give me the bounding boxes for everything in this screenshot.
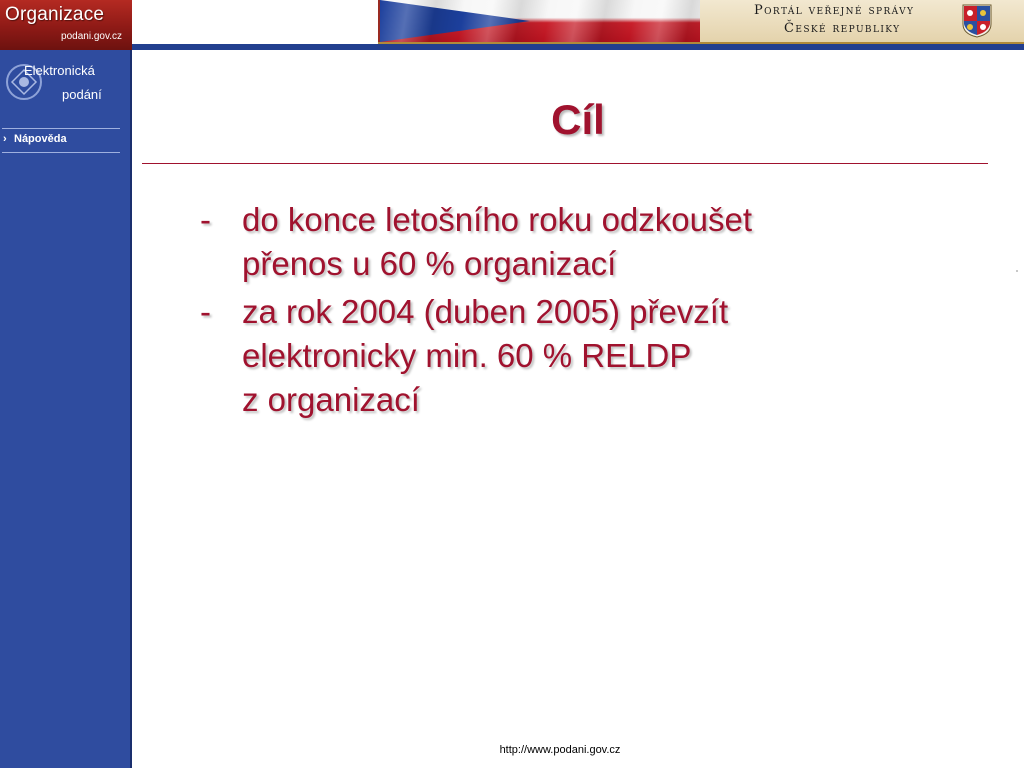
list-item <box>200 198 960 286</box>
bullet-text-line: elektronicky min. 60 % RELDP <box>242 337 692 374</box>
top-banner <box>0 0 1024 50</box>
sidebar-section-title-line1: Elektronická <box>24 63 95 78</box>
banner-spacer <box>132 0 378 50</box>
banner-blue-stripe <box>132 44 1024 50</box>
brand-subtitle: podani.gov.cz <box>61 31 122 42</box>
brand-logo[interactable] <box>0 0 132 51</box>
sidebar-item-label: Nápověda <box>14 133 67 145</box>
sidebar-divider-top <box>2 128 120 129</box>
brand-title: Organizace <box>5 4 105 25</box>
sidebar-edge <box>130 50 132 768</box>
sidebar-section-title-line2: podání <box>62 87 102 102</box>
sidebar-item-help[interactable] <box>0 132 124 150</box>
decorative-speck <box>1016 270 1018 272</box>
sidebar <box>0 50 130 768</box>
bullet-text-line: do konce letošního roku odzkoušet <box>242 201 753 238</box>
portal-title-line2: České republiky <box>784 21 901 36</box>
footer-url-link[interactable]: http://www.podani.gov.cz <box>499 744 621 756</box>
chevron-right-icon: › <box>3 133 7 145</box>
page-title: Cíl <box>551 96 605 143</box>
title-divider <box>142 163 988 164</box>
bullet-list <box>200 198 960 426</box>
portal-title-line1: Portál veřejné správy <box>754 3 915 18</box>
czech-flag-icon <box>378 0 702 42</box>
bullet-marker: - <box>200 201 211 238</box>
bullet-marker: - <box>200 293 211 330</box>
sidebar-divider-bottom <box>2 152 120 153</box>
bullet-text-line: z organizací <box>242 381 420 418</box>
bullet-text-line: přenos u 60 % organizací <box>242 245 617 282</box>
flag-wave-overlay <box>380 0 702 42</box>
bullet-text-line: za rok 2004 (duben 2005) převzít <box>242 293 729 330</box>
list-item <box>200 290 960 422</box>
czech-coat-of-arms-icon <box>962 4 992 38</box>
portal-title-box[interactable] <box>700 0 1024 42</box>
